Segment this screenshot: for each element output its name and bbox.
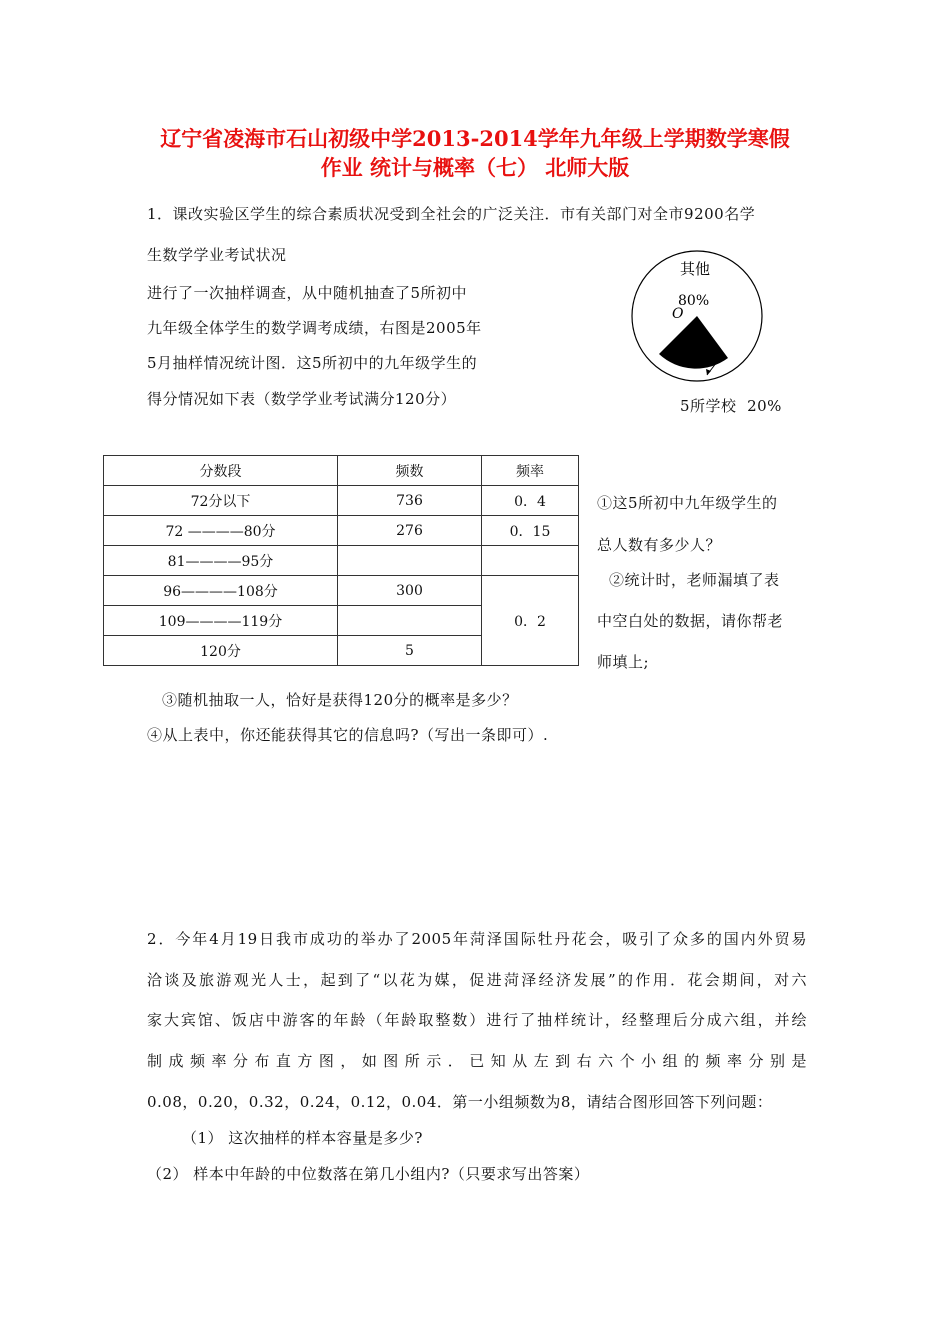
header-score-range: 分数段	[104, 456, 338, 486]
table-cell: 72 ————80分	[104, 516, 338, 546]
q1-line-3: 进行了一次抽样调查，从中随机抽查了5所初中	[147, 284, 468, 302]
q2-line-2: 洽谈及旅游观光人士，起到了“以花为媒，促进菏泽经济发展”的作用．花会期间，对六	[147, 971, 807, 989]
table-cell: 72分以下	[104, 486, 338, 516]
pie-pct-schools: 20%	[747, 397, 782, 415]
table-cell	[338, 606, 482, 636]
q1-side-4: 中空白处的数据，请你帮老	[597, 612, 784, 630]
table-cell-merged-rate: 0．2	[482, 576, 579, 666]
header-frequency: 频数	[338, 456, 482, 486]
q1-side-1: ①这5所初中九年级学生的	[597, 494, 778, 512]
q2-line-1: 2．今年4月19日我市成功的举办了2005年菏泽国际牡丹花会，吸引了众多的国内外贸易	[147, 930, 807, 948]
table-cell: 96————108分	[104, 576, 338, 606]
pie-label-schools-text: 5所学校	[680, 397, 737, 415]
table-cell: 0．15	[482, 516, 579, 546]
q1-side-2: 总人数有多少人？	[597, 536, 722, 554]
pie-label-schools	[680, 395, 782, 416]
table-row	[104, 546, 579, 576]
header-rate: 频率	[482, 456, 579, 486]
table-row	[104, 516, 579, 546]
q1-side-5: 师填上;	[597, 653, 650, 671]
table-cell: 81————95分	[104, 546, 338, 576]
title-line-2: 作业 统计与概率（七） 北师大版	[320, 155, 630, 180]
q1-line-1: 1．课改实验区学生的综合素质状况受到全社会的广泛关注．市有关部门对全市9200名学	[147, 205, 756, 223]
table-cell: 736	[338, 486, 482, 516]
table-row	[104, 576, 579, 606]
score-table	[103, 455, 579, 666]
table-cell: 5	[338, 636, 482, 666]
q1-sub-3: ③随机抽取一人，恰好是获得120分的概率是多少？	[162, 691, 518, 709]
q1-sub-4: ④从上表中，你还能获得其它的信息吗?（写出一条即可）.	[147, 726, 549, 744]
table-cell: 0．4	[482, 486, 579, 516]
q2-line-4: 制成频率分布直方图，如图所示．已知从左到右六个小组的频率分别是	[147, 1052, 807, 1070]
q1-line-4: 九年级全体学生的数学调考成绩，右图是2005年	[147, 319, 482, 337]
q2-sub-2: （2） 样本中年龄的中位数落在第几小组内?（只要求写出答案）	[147, 1165, 590, 1183]
table-cell: 276	[338, 516, 482, 546]
q1-line-2: 生数学学业考试状况	[147, 246, 287, 264]
q1-line-6: 得分情况如下表（数学学业考试满分120分）	[147, 390, 457, 408]
q2-sub-1: （1） 这次抽样的样本容量是多少?	[182, 1129, 423, 1147]
q2-line-3: 家大宾馆、饭店中游客的年龄（年龄取整数）进行了抽样统计，经整理后分成六组，并绘	[147, 1011, 807, 1029]
q1-line-5: 5月抽样情况统计图．这5所初中的九年级学生的	[147, 354, 478, 372]
table-cell	[482, 546, 579, 576]
table-row	[104, 486, 579, 516]
title-line-1: 辽宁省凌海市石山初级中学2013-2014学年九年级上学期数学寒假	[160, 126, 790, 151]
table-cell: 109————119分	[104, 606, 338, 636]
table-cell	[338, 546, 482, 576]
q1-side-3: ②统计时，老师漏填了表	[609, 571, 780, 589]
table-header-row	[104, 456, 579, 486]
pie-pct-others: 80%	[678, 293, 710, 309]
table-cell: 300	[338, 576, 482, 606]
pie-center-label: O	[672, 306, 684, 322]
table-cell: 120分	[104, 636, 338, 666]
q2-line-5: 0.08，0.20，0.32，0.24，0.12，0.04．第一小组频数为8，请结合图形回答下列问题：	[147, 1093, 773, 1111]
pie-label-others: 其他	[680, 260, 711, 278]
